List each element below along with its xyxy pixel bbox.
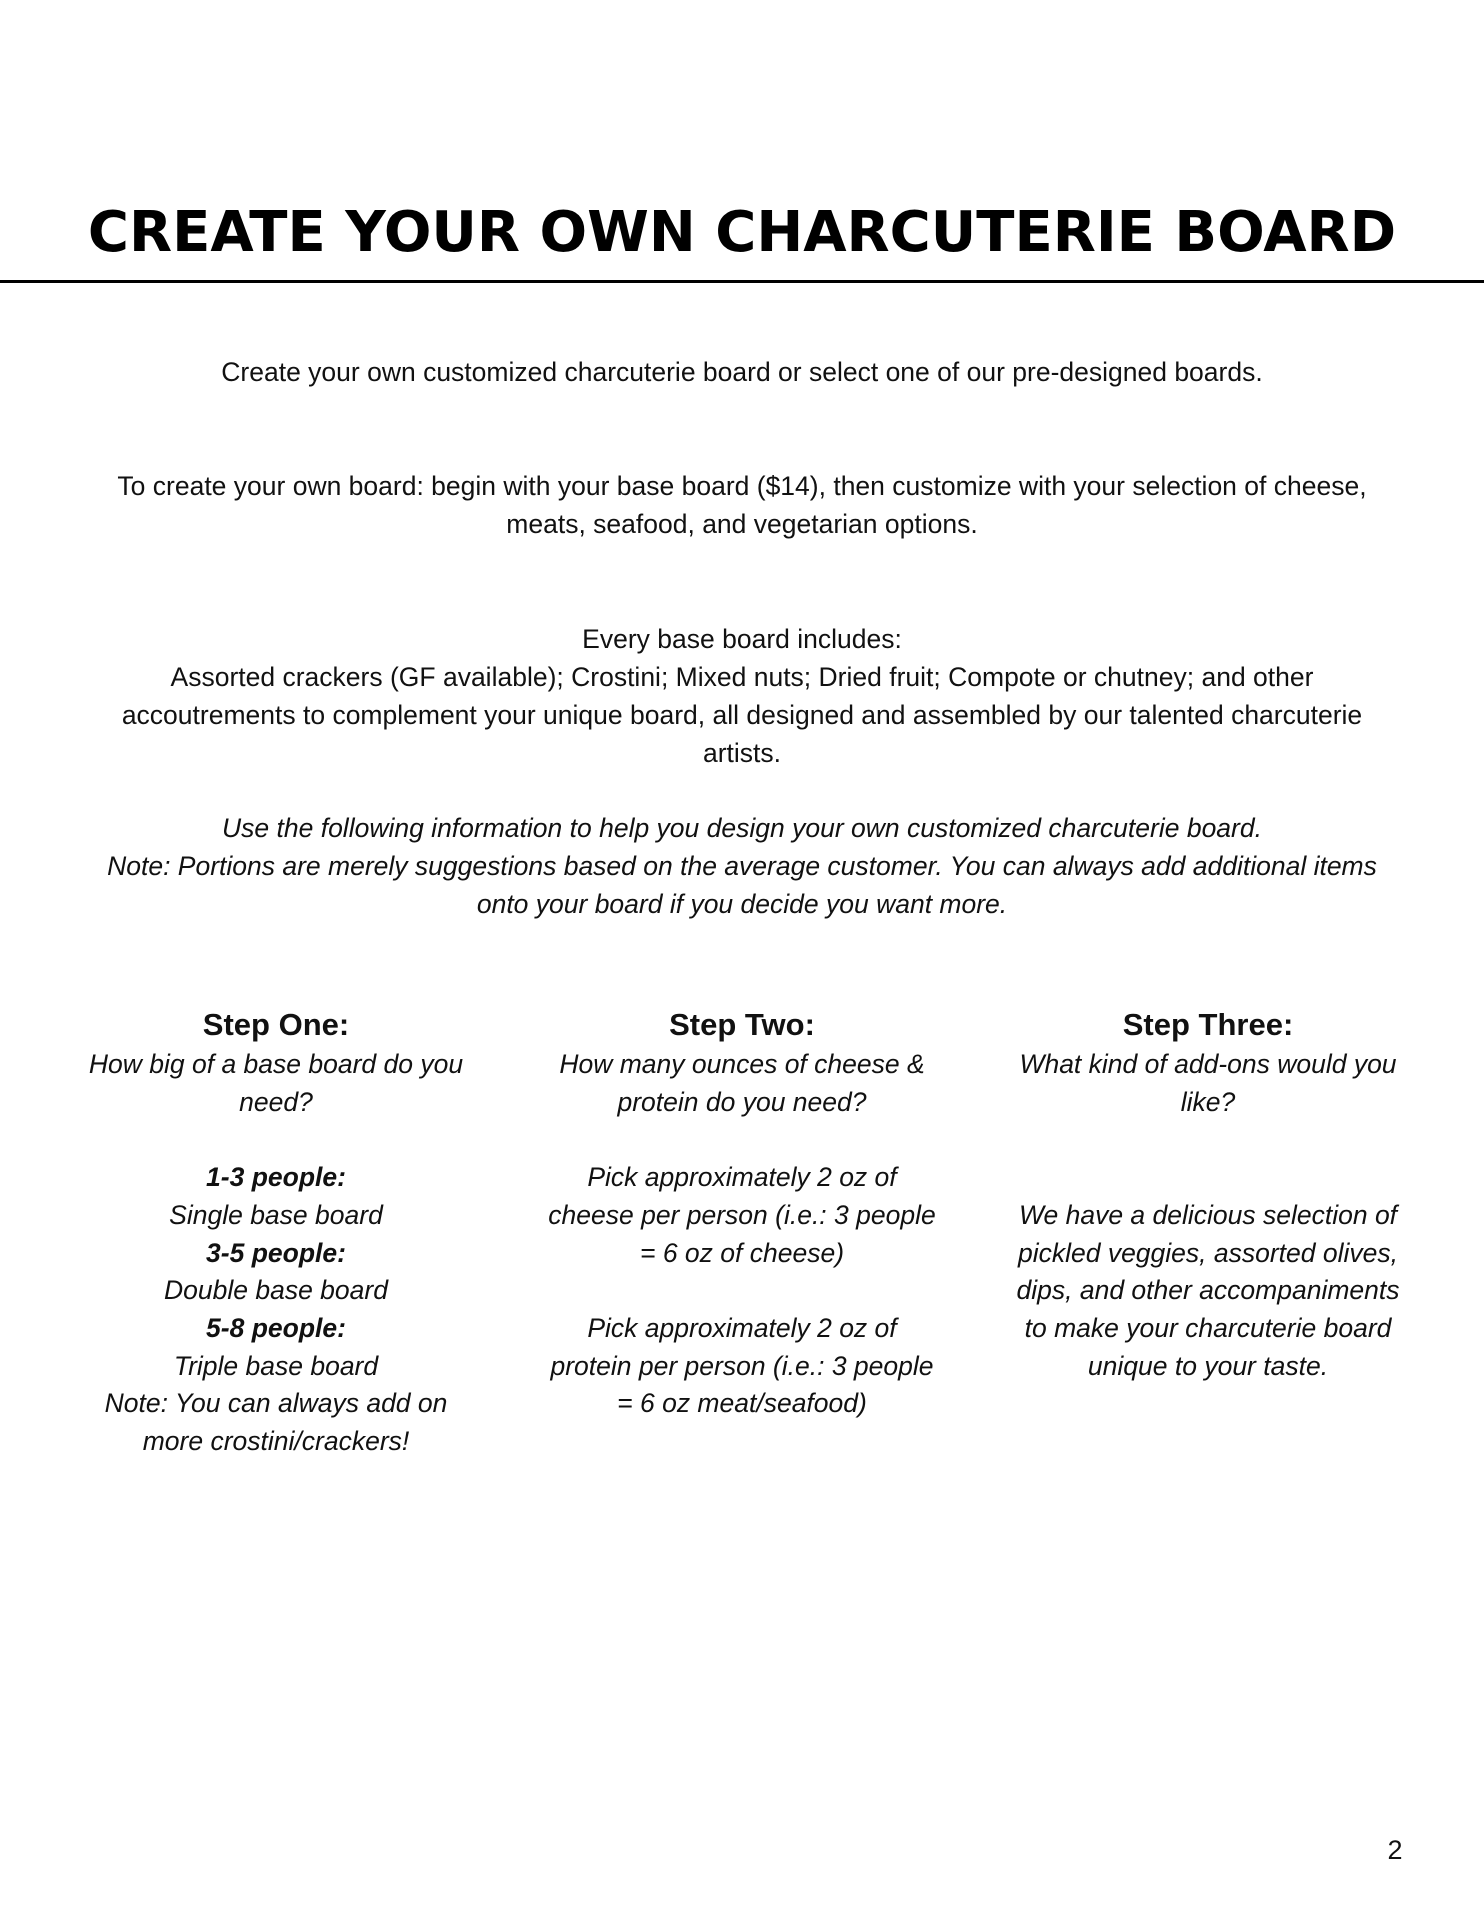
step-three-column	[1013, 1004, 1403, 1385]
cheese-portion-text: Pick approximately 2 oz of cheese per person (i.e.: 3 people = 6 oz of cheese)	[548, 1162, 936, 1268]
step-three-question: What kind of add-ons would you like?	[1019, 1049, 1397, 1117]
step-two-column	[547, 1004, 937, 1423]
portion-note: Note: Portions are merely suggestions based on the average customer. You can always add additional items onto your board if you decide you want more.	[107, 851, 1377, 919]
protein-portion-text: Pick approximately 2 oz of protein per person (i.e.: 3 people = 6 oz meat/seafood)	[550, 1312, 934, 1419]
base-board-instructions: To create your own board: begin with your base board ($14), then customize with your selection of cheese, meats, seafood, and vegetarian options.	[117, 471, 1367, 539]
base-board-includes	[80, 620, 1404, 772]
tier-5-8-label: 5-8 people:	[206, 1312, 346, 1343]
step-two-title: Step Two:	[669, 1007, 815, 1042]
tier-3-5-value: Double base board	[164, 1275, 388, 1306]
design-guidance	[80, 809, 1404, 923]
step-one-column	[81, 1004, 471, 1461]
page-number: 2	[1387, 1835, 1403, 1865]
add-ons-text: We have a delicious selection of pickled veggies, assorted olives, dips, and other accompaniments to make your charcuterie board unique to your taste.	[1016, 1199, 1400, 1381]
step-one-question: How big of a base board do you need?	[88, 1049, 464, 1117]
step-two-question: How many ounces of cheese & protein do you need?	[559, 1049, 925, 1117]
page-title: CREATE YOUR OWN CHARCUTERIE BOARD	[87, 200, 1397, 265]
step-one-title: Step One:	[202, 1007, 350, 1042]
step-three-title: Step Three:	[1122, 1007, 1294, 1042]
intro-text: Create your own customized charcuterie board or select one of our pre-designed boards.	[221, 357, 1263, 387]
includes-heading: Every base board includes:	[582, 624, 902, 654]
tier-3-5-label: 3-5 people:	[206, 1237, 346, 1268]
tier-1-3-label: 1-3 people:	[206, 1162, 346, 1193]
tier-5-8-value: Triple base board	[173, 1350, 379, 1381]
guidance-text: Use the following information to help you design your own customized charcuterie board.	[222, 813, 1262, 843]
step-one-note: Note: You can always add on more crostini/crackers!	[104, 1388, 448, 1457]
tier-1-3-value: Single base board	[169, 1199, 383, 1230]
title-divider	[0, 280, 1484, 283]
includes-list: Assorted crackers (GF available); Crostini; Mixed nuts; Dried fruit; Compote or chutney; and other accoutrements to complement your unique board, all designed and assembled by our talented charcuterie artists.	[121, 662, 1363, 768]
